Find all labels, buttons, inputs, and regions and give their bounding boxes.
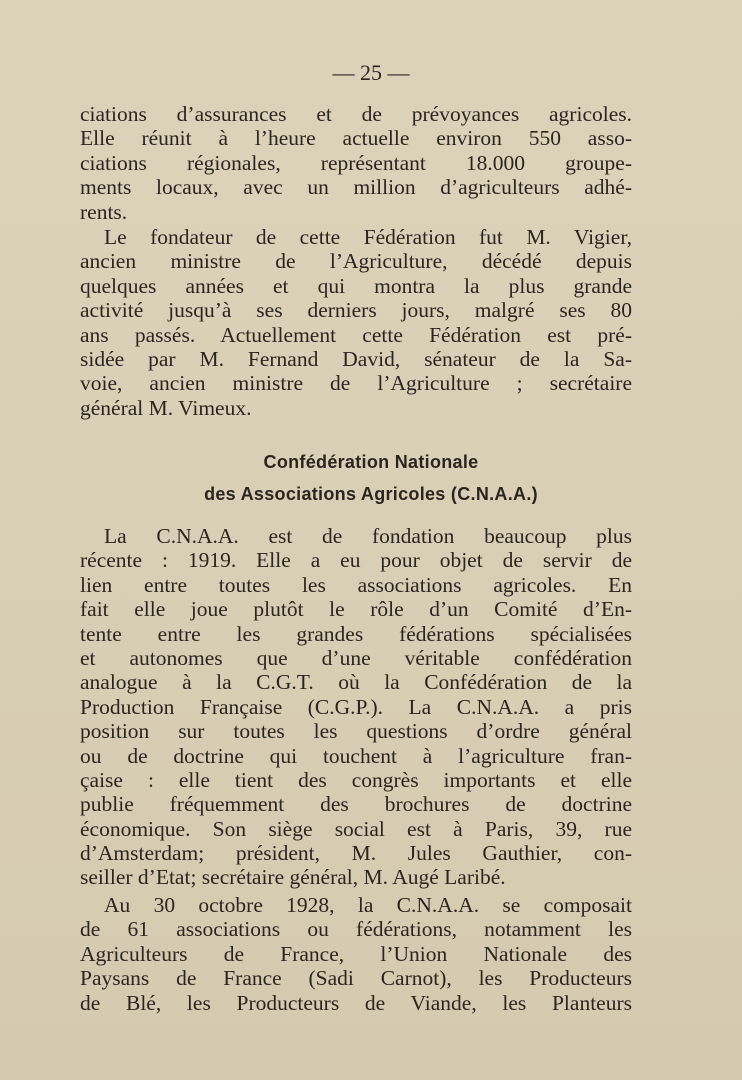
text-line: et autonomes que d’une véritable confédération	[80, 645, 632, 670]
text-line: récente : 1919. Elle a eu pour objet de servir de	[80, 548, 632, 573]
paragraph-4	[80, 893, 632, 1015]
text-line: Paysans de France (Sadi Carnot), les Producteurs	[80, 966, 632, 991]
text-line: analogue à la C.G.T. où la Confédération de la	[80, 670, 632, 695]
text-line: Le fondateur de cette Fédération fut M. Vigier,	[104, 225, 632, 249]
text-line: ciations d’assurances et de prévoyances agricoles.	[80, 102, 632, 126]
text-line: quelques années et qui montra la plus grande	[80, 273, 632, 298]
text-line: économique. Son siège social est à Paris, 39, rue	[80, 816, 632, 841]
text-line: de 61 associations ou fédérations, notamment les	[80, 917, 632, 942]
paragraph-1	[80, 102, 632, 224]
paragraph-3	[80, 524, 632, 890]
text-line: position sur toutes les questions d’ordre général	[80, 719, 632, 744]
paragraph-2	[80, 225, 632, 420]
text-line: fait elle joue plutôt le rôle d’un Comité d’En-	[80, 597, 632, 622]
text-line: tente entre les grandes fédérations spécialisées	[80, 621, 632, 646]
text-line: ans passés. Actuellement cette Fédération est pré-	[80, 322, 632, 347]
page-number: — 25 —	[332, 60, 410, 85]
text-line: çaise : elle tient des congrès importants et elle	[80, 767, 632, 792]
text-line: d’Amsterdam; président, M. Jules Gauthier, con-	[80, 841, 632, 866]
text-line: voie, ancien ministre de l’Agriculture ; secrétaire	[80, 371, 632, 396]
section-heading-line-1: Confédération Nationale	[263, 452, 479, 472]
text-line: ments locaux, avec un million d’agriculteurs adhé-	[80, 175, 632, 200]
text-line: Production Française (C.G.P.). La C.N.A.A. a pris	[80, 694, 632, 719]
text-line: Au 30 octobre 1928, la C.N.A.A. se composait	[104, 893, 632, 917]
text-line: ciations régionales, représentant 18.000 groupe-	[80, 150, 632, 175]
text-line: activité jusqu’à ses derniers jours, malgré ses 80	[80, 298, 632, 323]
text-line: général M. Vimeux.	[80, 395, 252, 420]
section-heading-line-2: des Associations Agricoles (C.N.A.A.)	[204, 484, 538, 504]
text-line: publie fréquemment des brochures de doctrine	[80, 792, 632, 817]
text-line: ou de doctrine qui touchent à l’agriculture fran-	[80, 743, 632, 768]
text-line: lien entre toutes les associations agricoles. En	[80, 572, 632, 597]
text-line: sidée par M. Fernand David, sénateur de la Sa-	[80, 346, 632, 371]
text-line: seiller d’Etat; secrétaire général, M. Augé Laribé.	[80, 865, 506, 890]
text-line: de Blé, les Producteurs de Viande, les Planteurs	[80, 990, 632, 1015]
text-line: ancien ministre de l’Agriculture, décédé depuis	[80, 249, 632, 274]
text-line: Agriculteurs de France, l’Union Nationale des	[80, 941, 632, 966]
text-line: La C.N.A.A. est de fondation beaucoup plus	[104, 524, 632, 548]
text-line: Elle réunit à l’heure actuelle environ 550 asso-	[80, 126, 632, 151]
text-line: rents.	[80, 199, 128, 224]
